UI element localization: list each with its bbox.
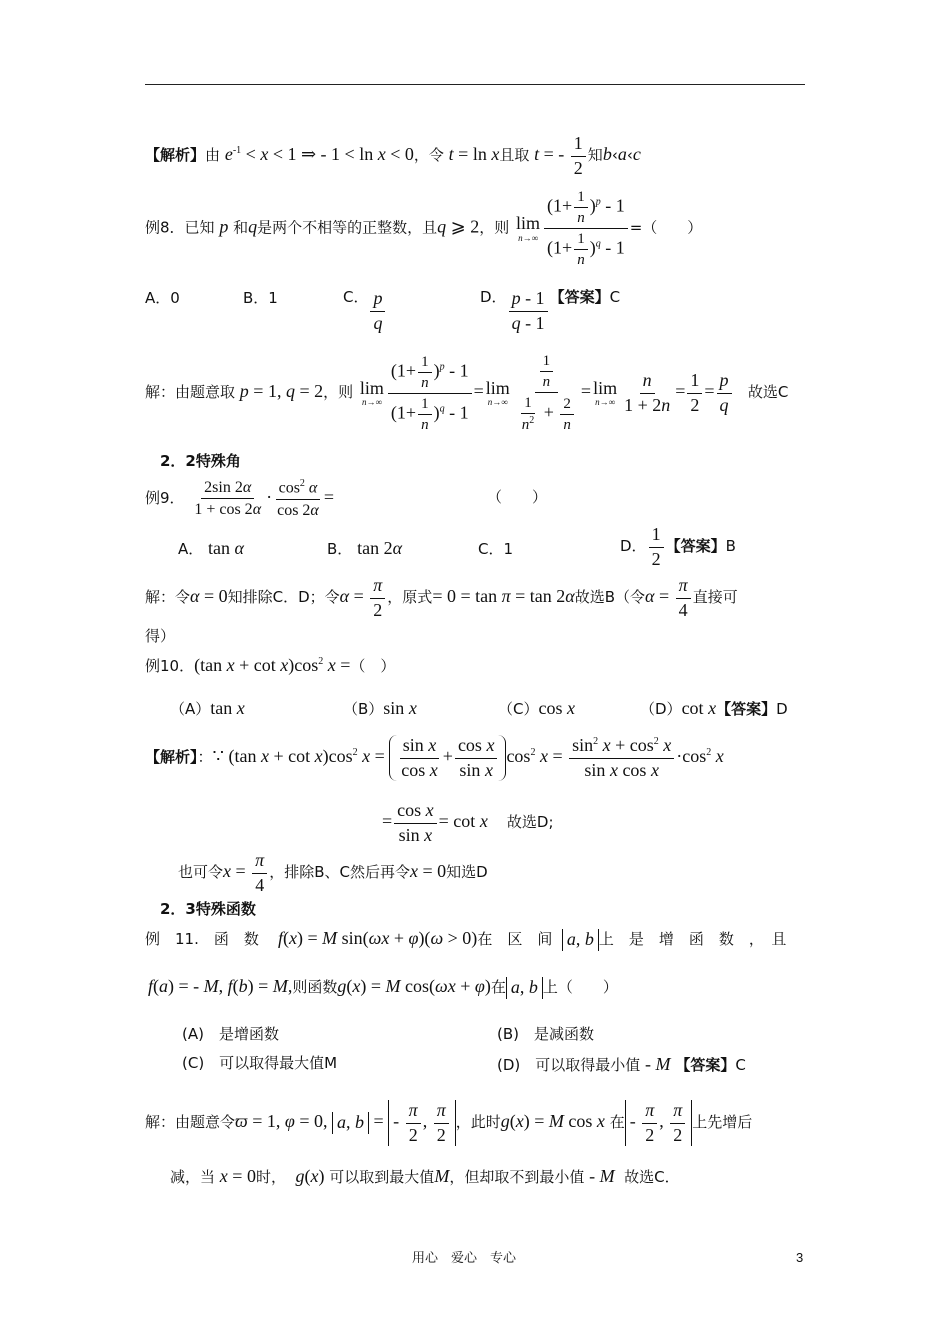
header-rule <box>145 84 805 85</box>
footer-center: 用心 爱心 专心 <box>412 1251 517 1266</box>
example-10-options: （A）tan x <box>170 698 245 718</box>
math-inequality: $e^{-1} < x < 1$ ⇒ - 1 < ln x < 0 <box>224 144 414 165</box>
analysis-line-1: 【解析】由 $e^{-1} < x < 1$ ⇒ - 1 < ln x < 0，令 t = ln x且取 t = - $\frac{1}{2}$ 知b‹a‹c <box>145 133 641 178</box>
option-a: A．0 <box>145 289 180 307</box>
example-10-analysis: 【解析】：∵ (tan $x + \cot x)\cos^2$ x = $\frac{\text{sin x}}{\text{cos x}}$ + $\frac{\text{cos x}}{\text{sin x}}$ $\cos^2 x$ = $\frac{\sin^2 x + \cos^2 x}{\text{sin x cos x}}$ $\cdot\cos^2$ x <box>145 735 724 780</box>
option-d: D． <box>480 288 507 306</box>
option-b: B．1 <box>243 289 278 307</box>
page-number: 3 <box>796 1250 804 1265</box>
example-9-options: A． tan α <box>178 538 244 558</box>
example-11-question: 例 11. 函 数 f(x) = M sin(ωx + φ)(ω > 0)在 区 间 a, b 上 是 增 函 数 ， 且 <box>145 928 787 950</box>
example-9-solution: 解：令α = 0知排除C．D；令α = $\frac{\pi}{2}$ ，原式= 0 = tan π = tan 2α故选B（令α = $\frac{\pi}{4}$ 直接可 <box>145 575 738 620</box>
example-8-solution: 解：由题意取 p = 1, q = 2，则 lim n→∞ (1+ $\frac{1}{n}$ )$^p$ - 1 (1+ $\frac{1}{n}$ )$^q$ - 1 = lim n→∞ $\frac{1}{n}$ $\frac{1}{n^2}$ + $\frac{2}{n}$ = lim n→∞ $\frac{n}{1 + 2n}$ = $\frac{1}{2}$ = $\frac{p}{q}$ 故选C <box>145 353 789 433</box>
limit-fraction: (1+ $\frac{1}{n}$ )$^p$ - 1 (1+ $\frac{1}{n}$ )$^q$ - 1 <box>544 188 628 269</box>
analysis-label: 【解析】 <box>145 146 206 165</box>
example-10-question: 例10．(tan $x + \cot x)\cos^2$ x =（ ） <box>145 655 396 675</box>
example-9-question: 例9． $\frac{2\sin 2\alpha}{1 + \cos 2\alpha}$ · $\frac{\cos^2 \alpha}{\cos 2\alpha}$ = <box>145 478 334 519</box>
example-8-options <box>145 289 180 307</box>
example-11-solution: 解：由题意令ϖ = 1, φ = 0, a, b = - $\frac{\pi}{2}$ , $\frac{\pi}{2}$ ，此时g(x) = M cos x 在 - $\frac{\pi}{2}$ , $\frac{\pi}{2}$ 上先增后 <box>145 1100 753 1145</box>
answer-value: C <box>609 288 621 306</box>
section-heading-2-3: 2．3特殊函数 <box>160 900 256 918</box>
blank: （ ） <box>487 488 548 506</box>
option-c: C． <box>343 288 369 306</box>
example-11-options: (A) 是增函数 <box>182 1025 279 1043</box>
example-8-question: 例8．已知 p 和q是两个不相等的正整数，且q ⩾ 2，则 lim n→∞ (1+ $\frac{1}{n}$ )$^p$ - 1 (1+ $\frac{1}{n}$ )$^q$ - 1 =（ ） <box>145 189 703 268</box>
answer-label: 【答案】 <box>549 288 610 306</box>
section-heading-2-2: 2．2特殊角 <box>160 452 241 470</box>
